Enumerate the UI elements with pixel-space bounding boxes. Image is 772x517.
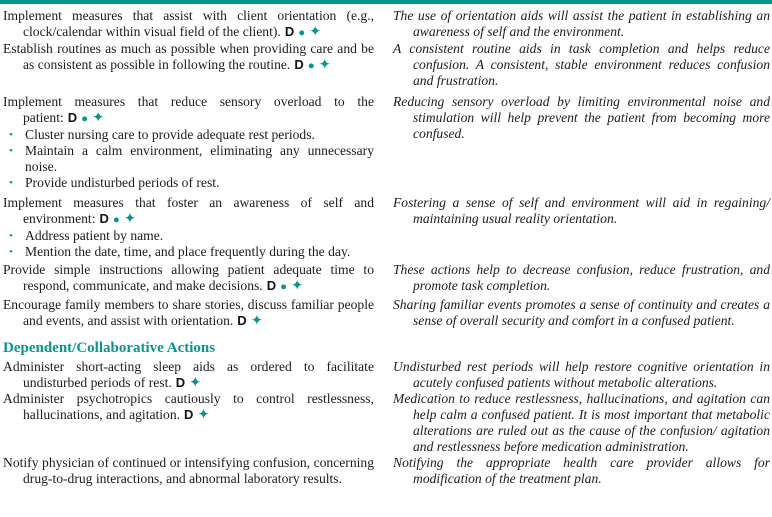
bullet-item <box>3 244 374 260</box>
intervention-cell <box>3 195 374 260</box>
rationale-text: Reducing sensory overload by limiting environmental noise and stimulation will help prevent the patient from becoming more confused. <box>393 94 770 141</box>
section-header: Dependent/Collaborative Actions <box>3 340 216 356</box>
intervention-text <box>3 41 374 74</box>
intervention-label: Provide simple instructions allowing patient adequate time to respond, communicate, and make decisions. <box>3 262 374 293</box>
delegatable-marker: D <box>284 24 295 39</box>
dot-icon: ● <box>112 214 120 226</box>
rationale-text: Notifying the appropriate health care provider allows for modification of the treatment plan. <box>393 455 770 486</box>
dot-icon: ● <box>307 60 315 72</box>
intervention-text <box>3 391 374 423</box>
intervention-text <box>3 359 374 391</box>
rationale-cell <box>393 455 770 487</box>
rationale-cell <box>393 391 770 455</box>
intervention-text <box>3 297 374 329</box>
rationale-text: Fostering a sense of self and environment will aid in regaining/ maintaining usual reality orientation. <box>393 195 770 226</box>
rationale-cell <box>393 41 770 89</box>
delegatable-marker: D <box>67 110 78 125</box>
intervention-text <box>3 262 374 295</box>
table-body <box>0 4 772 487</box>
intervention-cell <box>3 391 374 423</box>
intervention-text <box>3 455 374 487</box>
rationale-cell <box>393 262 770 294</box>
dot-icon: ● <box>81 113 89 125</box>
bullet-text: Provide undisturbed periods of rest. <box>25 175 220 190</box>
intervention-cell <box>3 8 374 41</box>
rationale-cell <box>393 8 770 40</box>
star-icon: ✦ <box>189 375 202 391</box>
table-row <box>3 94 770 191</box>
star-icon: ✦ <box>123 211 136 227</box>
intervention-label: Implement measures that assist with client orientation (e.g., clock/calendar within visual field of the client). <box>3 8 374 39</box>
rationale-cell <box>393 297 770 329</box>
rationale-cell <box>393 359 770 391</box>
intervention-label: Implement measures that foster an awareness of self and environment: <box>3 195 374 226</box>
intervention-cell <box>3 262 374 295</box>
intervention-cell <box>3 94 374 191</box>
table-row <box>3 8 770 41</box>
intervention-text <box>3 8 374 41</box>
rationale-text: These actions help to decrease confusion, reduce frustration, and promote task completion. <box>393 262 770 293</box>
intervention-label: Encourage family members to share stories, discuss familiar people and events, and assist with orientation. <box>3 297 374 328</box>
intervention-label: Notify physician of continued or intensifying confusion, concerning drug-to-drug interactions, and abnormal laboratory results. <box>3 455 374 486</box>
delegatable-marker: D <box>184 407 194 422</box>
bullet-icon: • <box>9 246 13 258</box>
table-row <box>3 359 770 391</box>
table-row <box>3 391 770 455</box>
dot-icon: ● <box>298 27 306 39</box>
intervention-text <box>3 94 374 127</box>
intervention-label: Establish routines as much as possible when providing care and be as consistent as possible in following the routine. <box>3 41 374 72</box>
table-row <box>3 297 770 329</box>
bullet-text: Address patient by name. <box>25 228 164 243</box>
bullet-item <box>3 228 374 244</box>
bullet-icon: • <box>9 129 13 141</box>
rationale-text: Medication to reduce restlessness, hallucinations, and agitation can help calm a confused patient. It is most important that metabolic alterations are ruled out as the cause of the confusion/ agitation and restlessness before medication administration. <box>393 391 770 454</box>
bullet-item <box>3 143 374 175</box>
rationale-text: A consistent routine aids in task completion and helps reduce confusion. A consistent, stable environment reduces confusion and frustration. <box>393 41 770 88</box>
bullet-item <box>3 127 374 143</box>
bullet-icon: • <box>9 230 13 242</box>
rationale-text: Sharing familiar events promotes a sense of continuity and creates a sense of overall security and comfort in a confused patient. <box>393 297 770 328</box>
bullet-item <box>3 175 374 191</box>
star-icon: ✦ <box>197 407 210 423</box>
rationale-text: The use of orientation aids will assist the patient in establishing an awareness of self and the environment. <box>393 8 770 39</box>
rationale-cell <box>393 94 770 142</box>
intervention-text <box>3 195 374 228</box>
star-icon: ✦ <box>92 110 105 126</box>
bullet-icon: • <box>9 145 13 157</box>
table-row <box>3 455 770 487</box>
table-row <box>3 262 770 295</box>
star-icon: ✦ <box>318 57 331 73</box>
star-icon: ✦ <box>250 313 263 329</box>
intervention-label: Administer short-acting sleep aids as ordered to facilitate undisturbed periods of rest. <box>3 359 374 390</box>
delegatable-marker: D <box>175 375 186 390</box>
delegatable-marker: D <box>266 278 277 293</box>
bullet-text: Cluster nursing care to provide adequate rest periods. <box>25 127 315 142</box>
intervention-cell <box>3 41 374 74</box>
table-row <box>3 41 770 89</box>
delegatable-marker: D <box>237 313 247 328</box>
rationale-text: Undisturbed rest periods will help restore cognitive orientation in acutely confused patients without metabolic alterations. <box>393 359 770 390</box>
intervention-cell <box>3 359 374 391</box>
section-header-row <box>3 339 770 357</box>
dot-icon: ● <box>280 281 288 293</box>
table-row <box>3 195 770 260</box>
intervention-cell <box>3 297 374 329</box>
delegatable-marker: D <box>99 211 109 226</box>
star-icon: ✦ <box>309 24 322 40</box>
star-icon: ✦ <box>291 278 304 294</box>
intervention-cell <box>3 455 374 487</box>
bullet-text: Mention the date, time, and place frequently during the day. <box>25 244 351 259</box>
intervention-label: Administer psychotropics cautiously to control restlessness, hallucinations, and agitation. <box>3 391 374 422</box>
delegatable-marker: D <box>294 57 304 72</box>
rationale-cell <box>393 195 770 227</box>
intervention-label: Implement measures that reduce sensory overload to the patient: <box>3 94 374 125</box>
bullet-icon: • <box>9 177 13 189</box>
bullet-text: Maintain a calm environment, eliminating any unnecessary noise. <box>25 143 374 174</box>
